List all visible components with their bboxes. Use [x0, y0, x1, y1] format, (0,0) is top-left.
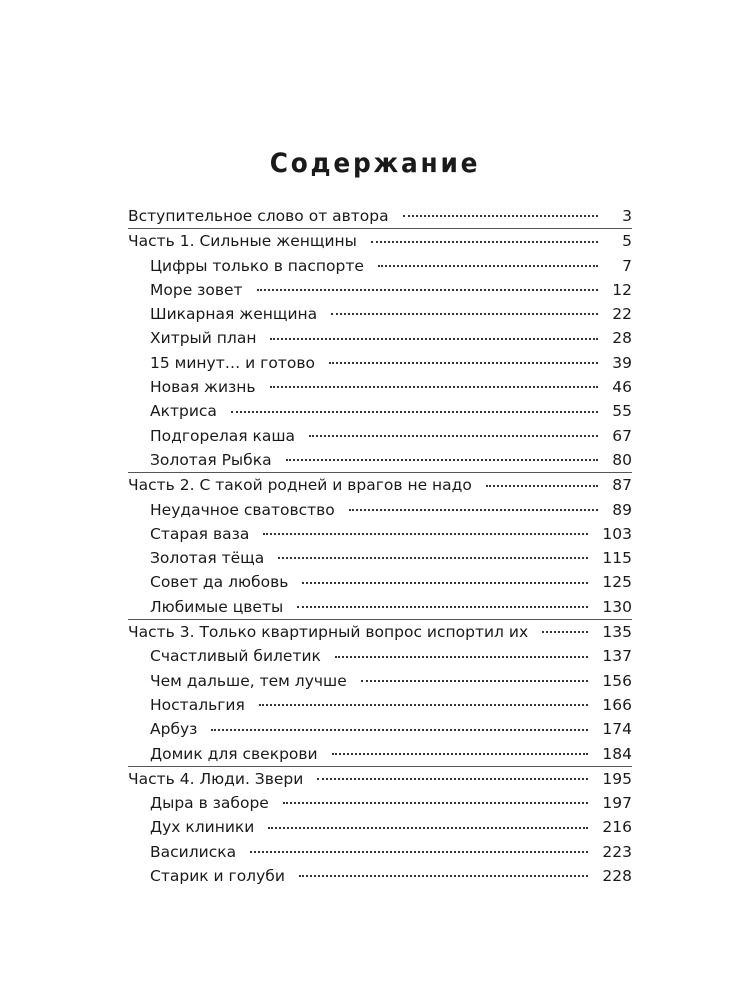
dot-leader [317, 778, 588, 780]
dot-leader [542, 631, 588, 633]
toc-entry-label: Дыра в заборе [150, 794, 269, 813]
toc-chapter-entry[interactable] [128, 399, 632, 423]
dot-leader [297, 606, 588, 608]
toc-entry-label: Шикарная женщина [150, 305, 318, 324]
toc-entry-page-number: 3 [622, 207, 632, 225]
toc-entry-page-number: 135 [602, 623, 632, 642]
toc-entry-page-number: 28 [612, 329, 632, 348]
dot-leader [361, 680, 589, 682]
toc-chapter-entry[interactable] [128, 302, 632, 326]
toc-entry-label: Дух клиники [150, 818, 255, 837]
toc-entry-page-number: 89 [612, 500, 632, 519]
toc-entry-page-number: 137 [602, 647, 632, 666]
toc-entry-label: Совет да любовь [150, 573, 289, 592]
toc-entry-page-number: 39 [612, 353, 632, 372]
dot-leader [250, 851, 588, 853]
toc-entry-label: Старая ваза [150, 524, 250, 543]
toc-entry-page-number: 216 [602, 818, 632, 837]
toc-chapter-entry[interactable] [128, 669, 632, 693]
toc-entry-page-number: 55 [612, 402, 632, 421]
toc-chapter-entry[interactable] [128, 840, 632, 864]
toc-entry-label: Ностальгия [150, 695, 245, 714]
toc-entry-label: 15 минут… и готово [150, 353, 315, 372]
toc-entry-label: Хитрый план [150, 329, 257, 348]
toc-chapter-entry[interactable] [128, 717, 632, 741]
dot-leader [309, 435, 598, 437]
toc-part-entry[interactable] [128, 767, 632, 791]
toc-entry-page-number: 156 [602, 671, 632, 690]
dot-leader [329, 362, 598, 364]
toc-entry-label: Цифры только в паспорте [150, 256, 364, 275]
toc-chapter-entry[interactable] [128, 424, 632, 448]
toc-entry-label: Море зовет [150, 280, 243, 299]
dot-leader [263, 533, 588, 535]
toc-chapter-entry[interactable] [128, 522, 632, 546]
dot-leader [335, 656, 588, 658]
dot-leader [278, 557, 588, 559]
dot-leader [259, 704, 589, 706]
toc-part-entry[interactable] [128, 473, 632, 497]
toc-chapter-entry[interactable] [128, 278, 632, 302]
toc-chapter-entry[interactable] [128, 595, 632, 619]
dot-leader [302, 582, 588, 584]
toc-part-entry[interactable] [128, 620, 632, 644]
toc-entry-page-number: 115 [602, 549, 632, 568]
toc-entry-label: Василиска [150, 842, 237, 861]
toc-entry-page-number: 223 [602, 842, 632, 861]
dot-leader [378, 265, 598, 267]
toc-chapter-entry[interactable] [128, 254, 632, 278]
toc-entry-label: Вступительное слово от автора [128, 207, 389, 225]
toc-entry-label: Часть 3. Только квартирный вопрос испортил их [128, 623, 529, 642]
dot-leader [270, 338, 598, 340]
toc-entry-label: Золотая тёща [150, 549, 265, 568]
dot-leader [349, 509, 598, 511]
toc-chapter-entry[interactable] [128, 742, 632, 766]
dot-leader [299, 875, 589, 877]
toc-entry-label: Актриса [150, 402, 217, 421]
toc-entry-page-number: 228 [602, 867, 632, 886]
toc-chapter-entry[interactable] [128, 791, 632, 815]
page-title: Содержание [269, 148, 481, 179]
toc-chapter-entry[interactable] [128, 864, 632, 888]
toc-entry-label: Золотая Рыбка [150, 450, 272, 469]
toc-entry-page-number: 12 [612, 280, 632, 299]
toc-entry-label: Домик для свекрови [150, 744, 318, 763]
toc-entry-label: Часть 1. Сильные женщины [128, 232, 357, 251]
toc-chapter-entry[interactable] [128, 498, 632, 522]
toc-entry-label: Чем дальше, тем лучше [150, 671, 347, 690]
toc-entry-page-number: 87 [612, 476, 632, 495]
toc-chapter-entry[interactable] [128, 815, 632, 839]
toc-chapter-entry[interactable] [128, 644, 632, 668]
dot-leader [257, 289, 598, 291]
toc-chapter-entry[interactable] [128, 448, 632, 472]
dot-leader [231, 411, 598, 413]
toc-entry-label: Любимые цветы [150, 597, 284, 616]
toc-entry-label: Неудачное сватовство [150, 500, 335, 519]
toc-entry-page-number: 103 [602, 524, 632, 543]
dot-leader [403, 215, 598, 217]
toc-entry-page-number: 5 [622, 232, 632, 251]
dot-leader [371, 241, 598, 243]
dot-leader [268, 827, 588, 829]
toc-entry-page-number: 80 [612, 450, 632, 469]
toc-entry-page-number: 184 [602, 744, 632, 763]
toc-entry-label: Новая жизнь [150, 378, 256, 397]
toc-entry-page-number: 125 [602, 573, 632, 592]
toc-chapter-entry[interactable] [128, 326, 632, 350]
toc-entry-label: Часть 4. Люди. Звери [128, 769, 304, 788]
toc-entry-page-number: 130 [602, 597, 632, 616]
toc-chapter-entry[interactable] [128, 351, 632, 375]
toc-entry-page-number: 7 [622, 256, 632, 275]
dot-leader [486, 485, 598, 487]
dot-leader [286, 459, 598, 461]
toc-entry-page-number: 195 [602, 769, 632, 788]
dot-leader [332, 753, 589, 755]
toc-entry-label: Часть 2. С такой родней и врагов не надо [128, 476, 472, 495]
toc-chapter-entry[interactable] [128, 570, 632, 594]
toc-entry-page-number: 166 [602, 695, 632, 714]
toc-entry-page-number: 67 [612, 426, 632, 445]
dot-leader [211, 729, 588, 731]
toc-chapter-entry[interactable] [128, 693, 632, 717]
toc-part-entry[interactable] [128, 229, 632, 253]
toc-entry-label: Подгорелая каша [150, 426, 296, 445]
table-of-contents [128, 204, 632, 888]
toc-entry-page-number: 197 [602, 794, 632, 813]
toc-chapter-entry[interactable] [128, 546, 632, 570]
toc-entry-label: Счастливый билетик [150, 647, 321, 666]
toc-entry-label: Старик и голуби [150, 867, 285, 886]
dot-leader [331, 313, 598, 315]
toc-chapter-entry[interactable] [128, 375, 632, 399]
toc-part-entry[interactable] [128, 204, 632, 228]
dot-leader [270, 386, 598, 388]
dot-leader [283, 802, 589, 804]
toc-entry-page-number: 22 [612, 305, 632, 324]
toc-entry-page-number: 174 [602, 720, 632, 739]
toc-entry-page-number: 46 [612, 378, 632, 397]
toc-entry-label: Арбуз [150, 720, 198, 739]
